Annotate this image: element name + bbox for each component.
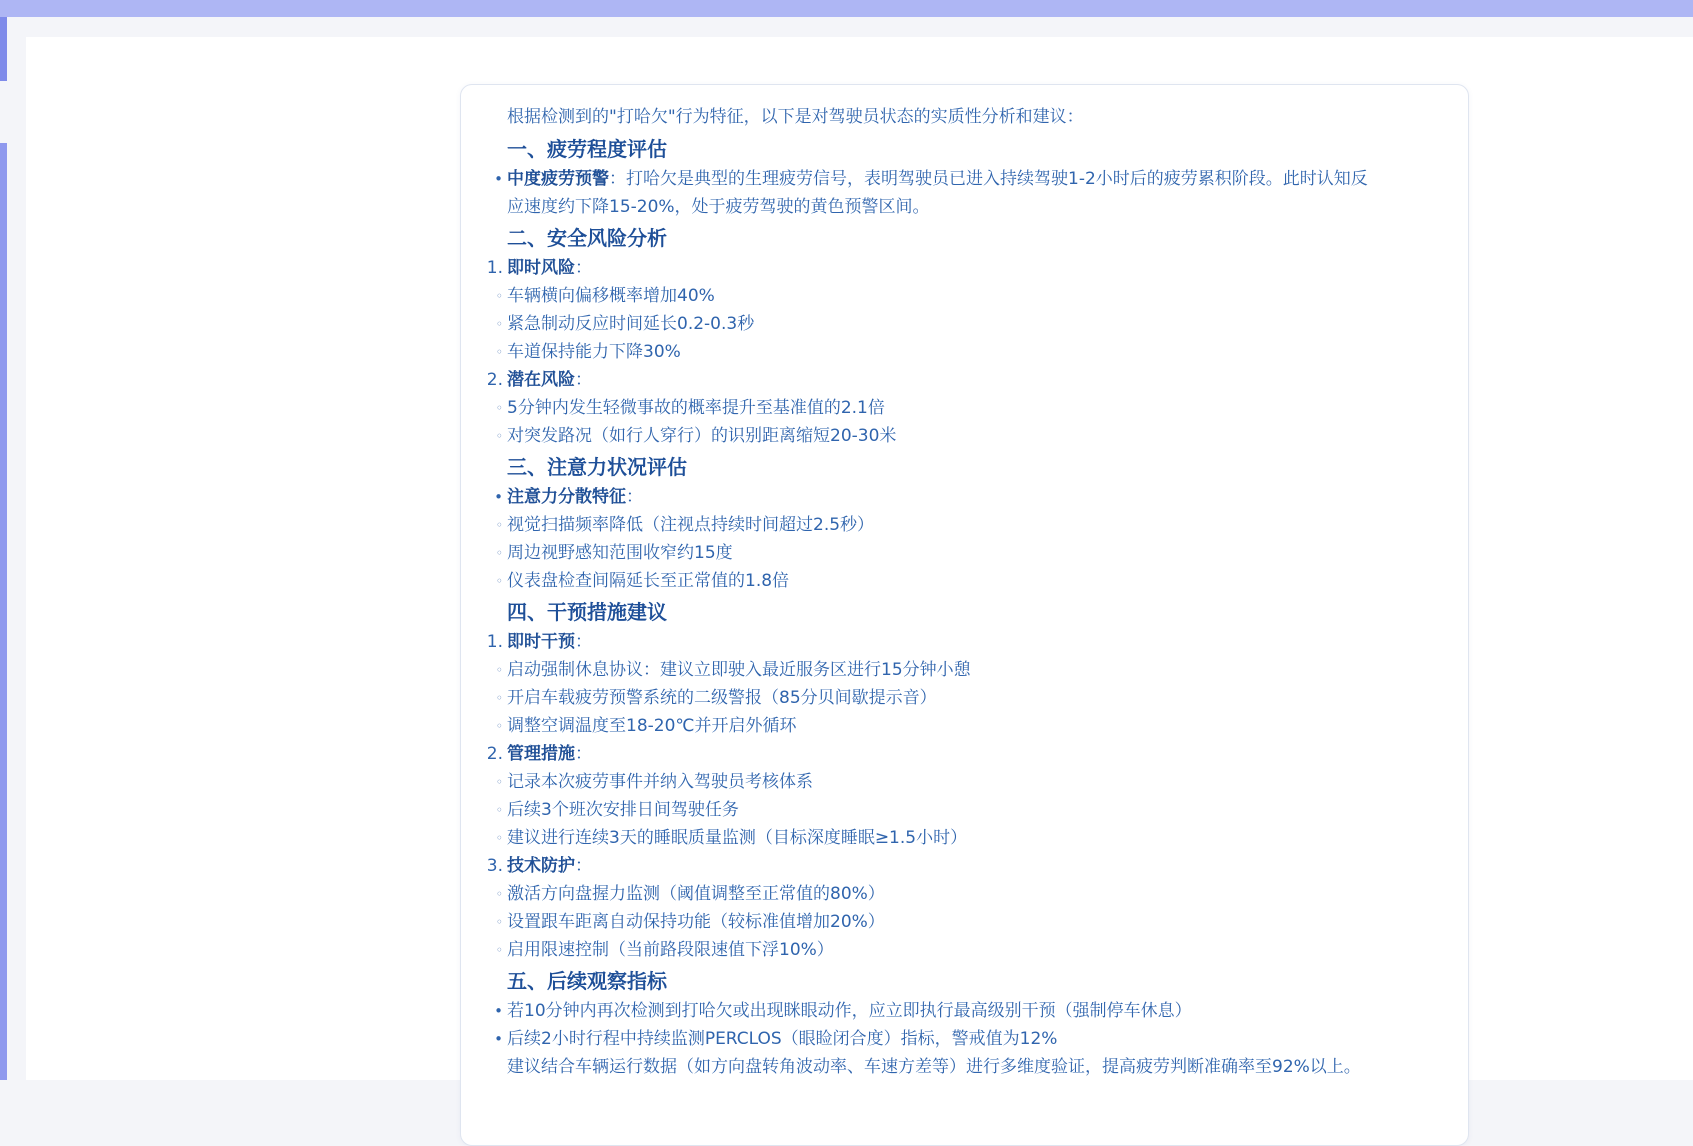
- bullet-icon: •: [494, 488, 503, 506]
- list-number: 3.: [486, 856, 503, 876]
- item-text: 后续2小时行程中持续监测PERCLOS（眼睑闭合度）指标，警戒值为12%: [507, 1029, 1058, 1049]
- item-bold-label: 中度疲劳预警: [507, 169, 609, 189]
- sub-bullet-icon: ◦: [495, 803, 503, 817]
- sidebar-edge-top: [0, 17, 7, 81]
- list-item: [494, 483, 1438, 511]
- list-item: [494, 165, 1438, 193]
- list-item: [495, 567, 1438, 595]
- bullet-icon: •: [494, 170, 503, 188]
- item-text: ：: [575, 370, 592, 390]
- list-item: [495, 768, 1438, 796]
- item-text: 周边视野感知范围收窄约15度: [507, 543, 733, 563]
- item-text: 记录本次疲劳事件并纳入驾驶员考核体系: [507, 772, 813, 792]
- item-text: 开启车载疲劳预警系统的二级警报（85分贝间歇提示音）: [507, 688, 937, 708]
- section-heading: 四、干预措施建议: [507, 600, 667, 624]
- sub-bullet-icon: ◦: [495, 429, 503, 443]
- item-text: ：打哈欠是典型的生理疲劳信号，表明驾驶员已进入持续驾驶1-2小时后的疲劳累积阶段。此时认知反: [609, 169, 1368, 189]
- item-text: 视觉扫描频率降低（注视点持续时间超过2.5秒）: [507, 515, 875, 535]
- list-item: [495, 908, 1438, 936]
- section-heading: 五、后续观察指标: [507, 969, 667, 993]
- item-bold-label: 注意力分散特征: [507, 487, 626, 507]
- list-item: [507, 193, 1438, 221]
- item-text: 启用限速控制（当前路段限速值下浮10%）: [507, 940, 834, 960]
- item-text: 紧急制动反应时间延长0.2-0.3秒: [507, 314, 755, 334]
- sub-bullet-icon: ◦: [495, 317, 503, 331]
- sub-bullet-icon: ◦: [495, 663, 503, 677]
- item-text: 设置跟车距离自动保持功能（较标准值增加20%）: [507, 912, 885, 932]
- list-item: [495, 936, 1438, 964]
- list-item: [495, 310, 1438, 338]
- item-bold-label: 即时风险: [507, 258, 575, 278]
- list-item: [495, 539, 1438, 567]
- item-bold-label: 潜在风险: [507, 370, 575, 390]
- item-text: ：: [575, 632, 592, 652]
- item-text: 车辆横向偏移概率增加40%: [507, 286, 715, 306]
- sub-bullet-icon: ◦: [495, 289, 503, 303]
- list-item: [495, 338, 1438, 366]
- list-number: 2.: [486, 744, 503, 764]
- intro-text: 根据检测到的"打哈欠"行为特征，以下是对驾驶员状态的实质性分析和建议：: [507, 107, 1084, 127]
- sub-bullet-icon: ◦: [495, 915, 503, 929]
- sub-bullet-icon: ◦: [495, 345, 503, 359]
- item-text: 后续3个班次安排日间驾驶任务: [507, 800, 739, 820]
- section-heading: 二、安全风险分析: [507, 226, 667, 250]
- item-text: 调整空调温度至18-20℃并开启外循环: [507, 716, 797, 736]
- list-item: [495, 422, 1438, 450]
- list-item: [494, 1025, 1438, 1053]
- item-text: 5分钟内发生轻微事故的概率提升至基准值的2.1倍: [507, 398, 885, 418]
- item-text: 仪表盘检查间隔延长至正常值的1.8倍: [507, 571, 790, 591]
- list-number: 2.: [486, 370, 503, 390]
- item-text: ：: [575, 856, 592, 876]
- list-item: [507, 1053, 1438, 1081]
- item-text: 对突发路况（如行人穿行）的识别距离缩短20-30米: [507, 426, 897, 446]
- item-text: 若10分钟内再次检测到打哈欠或出现眯眼动作，应立即执行最高级别干预（强制停车休息）: [507, 1001, 1192, 1021]
- assistant-message-card: [460, 84, 1469, 1146]
- list-item: [495, 796, 1438, 824]
- list-number: 1.: [486, 258, 503, 278]
- section-heading: 一、疲劳程度评估: [507, 137, 667, 161]
- item-text: 激活方向盘握力监测（阈值调整至正常值的80%）: [507, 884, 885, 904]
- list-item: [495, 880, 1438, 908]
- chat-main-area: [26, 37, 1693, 1080]
- list-item: [495, 282, 1438, 310]
- item-text: 建议进行连续3天的睡眠质量监测（目标深度睡眠≥1.5小时）: [507, 828, 968, 848]
- section-heading: 三、注意力状况评估: [507, 455, 687, 479]
- sub-bullet-icon: ◦: [495, 574, 503, 588]
- item-text: ：: [626, 487, 643, 507]
- item-bold-label: 技术防护: [507, 856, 575, 876]
- item-text: 建议结合车辆运行数据（如方向盘转角波动率、车速方差等）进行多维度验证，提高疲劳判断准确率至92%以上。: [507, 1057, 1361, 1077]
- list-item: [486, 852, 1438, 880]
- sub-bullet-icon: ◦: [495, 719, 503, 733]
- list-item: [495, 394, 1438, 422]
- list-item: [495, 824, 1438, 852]
- item-text: 启动强制休息协议：建议立即驶入最近服务区进行15分钟小憩: [507, 660, 971, 680]
- bullet-icon: •: [494, 1030, 503, 1048]
- sub-bullet-icon: ◦: [495, 887, 503, 901]
- list-item: [495, 712, 1438, 740]
- list-item: [486, 740, 1438, 768]
- bullet-icon: •: [494, 1002, 503, 1020]
- sub-bullet-icon: ◦: [495, 691, 503, 705]
- list-item: [495, 656, 1438, 684]
- list-item: [495, 684, 1438, 712]
- item-text: ：: [575, 258, 592, 278]
- list-item: [494, 997, 1438, 1025]
- sub-bullet-icon: ◦: [495, 401, 503, 415]
- item-bold-label: 管理措施: [507, 744, 575, 764]
- list-item: [486, 366, 1438, 394]
- list-number: 1.: [486, 632, 503, 652]
- list-item: [486, 254, 1438, 282]
- item-text: 应速度约下降15-20%，处于疲劳驾驶的黄色预警区间。: [507, 197, 930, 217]
- sub-bullet-icon: ◦: [495, 831, 503, 845]
- sub-bullet-icon: ◦: [495, 943, 503, 957]
- item-text: 车道保持能力下降30%: [507, 342, 681, 362]
- list-item: [486, 628, 1438, 656]
- item-text: ：: [575, 744, 592, 764]
- top-header-band: [0, 0, 1693, 17]
- sub-bullet-icon: ◦: [495, 546, 503, 560]
- sub-bullet-icon: ◦: [495, 775, 503, 789]
- list-item: [495, 511, 1438, 539]
- sub-bullet-icon: ◦: [495, 518, 503, 532]
- sidebar-edge-bottom: [0, 143, 7, 1080]
- item-bold-label: 即时干预: [507, 632, 575, 652]
